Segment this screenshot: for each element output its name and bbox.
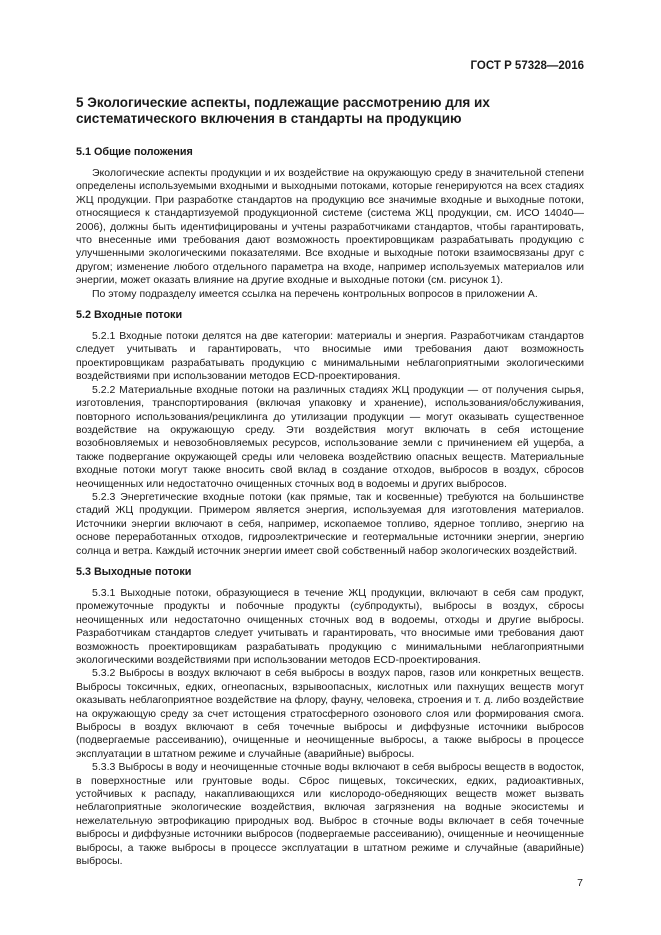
section-5-2 <box>76 309 584 558</box>
section-heading: 5.1 Общие положения <box>76 146 193 158</box>
paragraph: 5.3.2 Выбросы в воздух включают в себя выбросы в воздух паров, газов или конкретных веществ. Выбросы токсичных, едких, огнеопасных, взрывоопасных, кислотных или пахнущих веществ могут оказывать неблагоприятное воздействие на флору, фауну, человека, строения и т. д. либо воздействие на окружающую среду за счет истощения стратосферного озонового слоя или формирования смога. Выбросы в воздух включают в себя точечные выбросы и диффузные источники выбросов (подвергаемые рассеиванию), очищенные и неочищенные выбросы, а также выбросы в процессе эксплуатации в штатном режиме и случайные (аварийные) выбросы. <box>76 667 584 760</box>
paragraph: Экологические аспекты продукции и их воздействие на окружающую среду в значительной степени определены используемыми входными и выходными потоками, которые генерируются на всех стадиях ЖЦ продукции. При разработке стандартов на продукцию все значимые входные и выходные потоки, относящиеся к стандартизуемой продукционной системе (система ЖЦ продукции, см. ИСО 14040—2006), должны быть идентифицированы и учтены разработчиками стандартов, чтобы гарантировать, что внесенные ими требования дают возможность проектировщикам разрабатывать продукцию с улучшенными экологическими показателями. Все входные и выходные потоки взаимосвязаны друг с другом; изменение любого отдельного параметра на входе, например используемых материалов или энергии, может оказать влияние на другие входные и выходные потоки (см. рисунок 1). <box>76 167 584 287</box>
section-heading: 5.2 Входные потоки <box>76 309 183 322</box>
paragraph: 5.2.3 Энергетические входные потоки (как прямые, так и косвенные) требуются на большинстве стадий ЖЦ продукции. Примером является энергия, используемая для изготовления материалов. Источники энергии включают в себя, например, ископаемое топливо, ядерное топливо, энергию на основе переработанных отходов, гидроэлектрические и геотермальные источники энергии, энергию солнца и ветра. Каждый источник энергии имеет свой собственный набор экологических воздействий. <box>76 490 584 557</box>
page-content <box>76 95 584 877</box>
paragraph: 5.2.1 Входные потоки делятся на две категории: материалы и энергия. Разработчикам стандартов следует учитывать и гарантировать, что вносимые ими требования дают возможность проектировщикам разрабатывать продукцию с минимальными неблагоприятными экологическими воздействиями при использовании методов ECD-проектирования. <box>76 330 584 383</box>
paragraph: 5.2.2 Материальные входные потоки на различных стадиях ЖЦ продукции — от получения сырья, изготовления, транспортирования (включая упаковку и хранение), использования/обслуживания, повторного использования/рециклинга до утилизации продукции — могут оказывать существенное воздействие на окружающую среду. Эти воздействия могут включать в себя истощение возобновляемых и невозобновляемых ресурсов, использование земли с причинением ей ущерба, а также подвергание окружающей среды или человека воздействию опасных веществ. Материальные входные потоки могут также вносить свой вклад в создание отходов, выбросов в воздух, сбросов неочищенных или недостаточно очищенных сточных вод в водоемы и других выбросов. <box>76 383 584 490</box>
page-number: 7 <box>577 877 583 889</box>
section-title: 5 Экологические аспекты, подлежащие рассмотрению для их систематического включения в стандарты на продукцию <box>76 95 490 126</box>
document-id: ГОСТ Р 57328—2016 <box>470 60 584 72</box>
section-5-1 <box>76 146 584 301</box>
section-5-3 <box>76 566 584 869</box>
paragraph: 5.3.3 Выбросы в воду и неочищенные сточные воды включают в себя выбросы веществ в водосток, в поверхностные или грунтовые воды. Сброс пищевых, токсических, едких, радиоактивных, устойчивых к распаду, накапливающихся или кислородо-обедняющих веществ может вызвать неблагоприятные экологические воздействия, включая загрязнения на водные экосистемы и нежелательную эвтрофикацию природных вод. Выброс в сточные воды включает в себя точечные выбросы и диффузные источники выбросов (подвергаемые рассеиванию), очищенные и неочищенные выбросы, а также выбросы в процессе эксплуатации в штатном режиме и случайные (аварийные) выбросы. <box>76 761 584 868</box>
paragraph: 5.3.1 Выходные потоки, образующиеся в течение ЖЦ продукции, включают в себя сам продукт, промежуточные продукты и побочные продукты (субпродукты), выбросы в воздух, сбросы неочищенных или недостаточно очищенных сточных вод в водоемы, отходы и другие выбросы. Разработчикам стандартов следует учитывать и гарантировать, что вносимые ими требования дают возможность проектировщикам разрабатывать продукцию с минимальными неблагоприятными экологическими воздействиями при использовании методов ECD-проектирования. <box>76 586 584 666</box>
paragraph: По этому подразделу имеется ссылка на перечень контрольных вопросов в приложении А. <box>92 287 538 300</box>
section-heading: 5.3 Выходные потоки <box>76 565 192 578</box>
